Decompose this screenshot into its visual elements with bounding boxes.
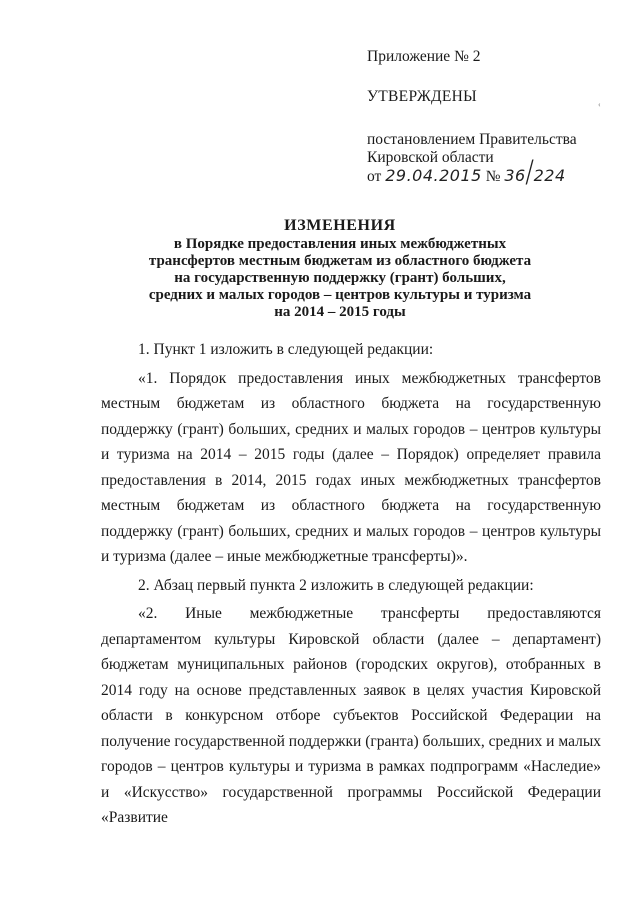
- handwritten-number-part-b: 224: [533, 166, 566, 185]
- title-line-4: средних и малых городов – центров культуры и туризма: [148, 287, 532, 303]
- document-body: [101, 337, 601, 831]
- title-line-5: на 2014 – 2015 годы: [274, 304, 406, 320]
- appendix-label: Приложение № 2: [367, 48, 481, 65]
- document-title: [100, 217, 580, 321]
- title-main: ИЗМЕНЕНИЯ: [284, 217, 396, 234]
- title-line-1: в Порядке предоставления иных межбюджетных: [173, 236, 507, 252]
- title-line-2: трансфертов местным бюджетам из областного бюджета: [148, 253, 532, 269]
- approval-header: [367, 48, 627, 190]
- paragraph-4: «2. Иные межбюджетные трансферты предоставляются департаментом культуры Кировской области (далее – департамент) бюджетам муниципальных районов (городских округов), отобранных в 2014 году на основе представленных заявок в целях участия Кировской области в конкурсном отборе субъектов Российской Федерации на получение государственной поддержки (гранта) больших, средних и малых городов – центров культуры и туризма в рамках подпрограмм «Наследие» и «Искусство» государственной программы Российской Федерации «Развитие: [101, 605, 601, 826]
- scan-mark: ‹: [598, 100, 601, 109]
- number-label: №: [485, 168, 501, 185]
- paragraph-3: 2. Абзац первый пункта 2 изложить в следующей редакции:: [138, 576, 534, 594]
- decree-line-1: постановлением Правительства: [367, 131, 577, 148]
- from-label: от: [367, 168, 382, 185]
- paragraph-1: 1. Пункт 1 изложить в следующей редакции:: [138, 341, 434, 358]
- decree-reference: [367, 131, 627, 190]
- title-line-3: на государственную поддержку (грант) больших,: [174, 270, 506, 286]
- paragraph-2: «1. Порядок предоставления иных межбюджетных трансфертов местным бюджетам из областного бюджета на государственную поддержку (грант) больших, средних и малых городов – центров культуры и туризма на 2014 – 2015 годы (далее – Порядок) определяет правила предоставления в 2014, 2015 годах иных межбюджетных трансфертов местным бюджетам из областного бюджета на государственную поддержку (грант) больших, средних и малых городов – центров культуры и туризма (далее – иные межбюджетные трансферты)».: [101, 369, 601, 565]
- handwritten-date: 29.04.2015: [385, 166, 482, 185]
- handwritten-number-part-a: 36: [504, 166, 526, 185]
- decree-line-2: Кировской области: [367, 149, 494, 166]
- approved-label: УТВЕРЖДЕНЫ: [367, 88, 477, 105]
- handwritten-slash: /: [526, 153, 533, 190]
